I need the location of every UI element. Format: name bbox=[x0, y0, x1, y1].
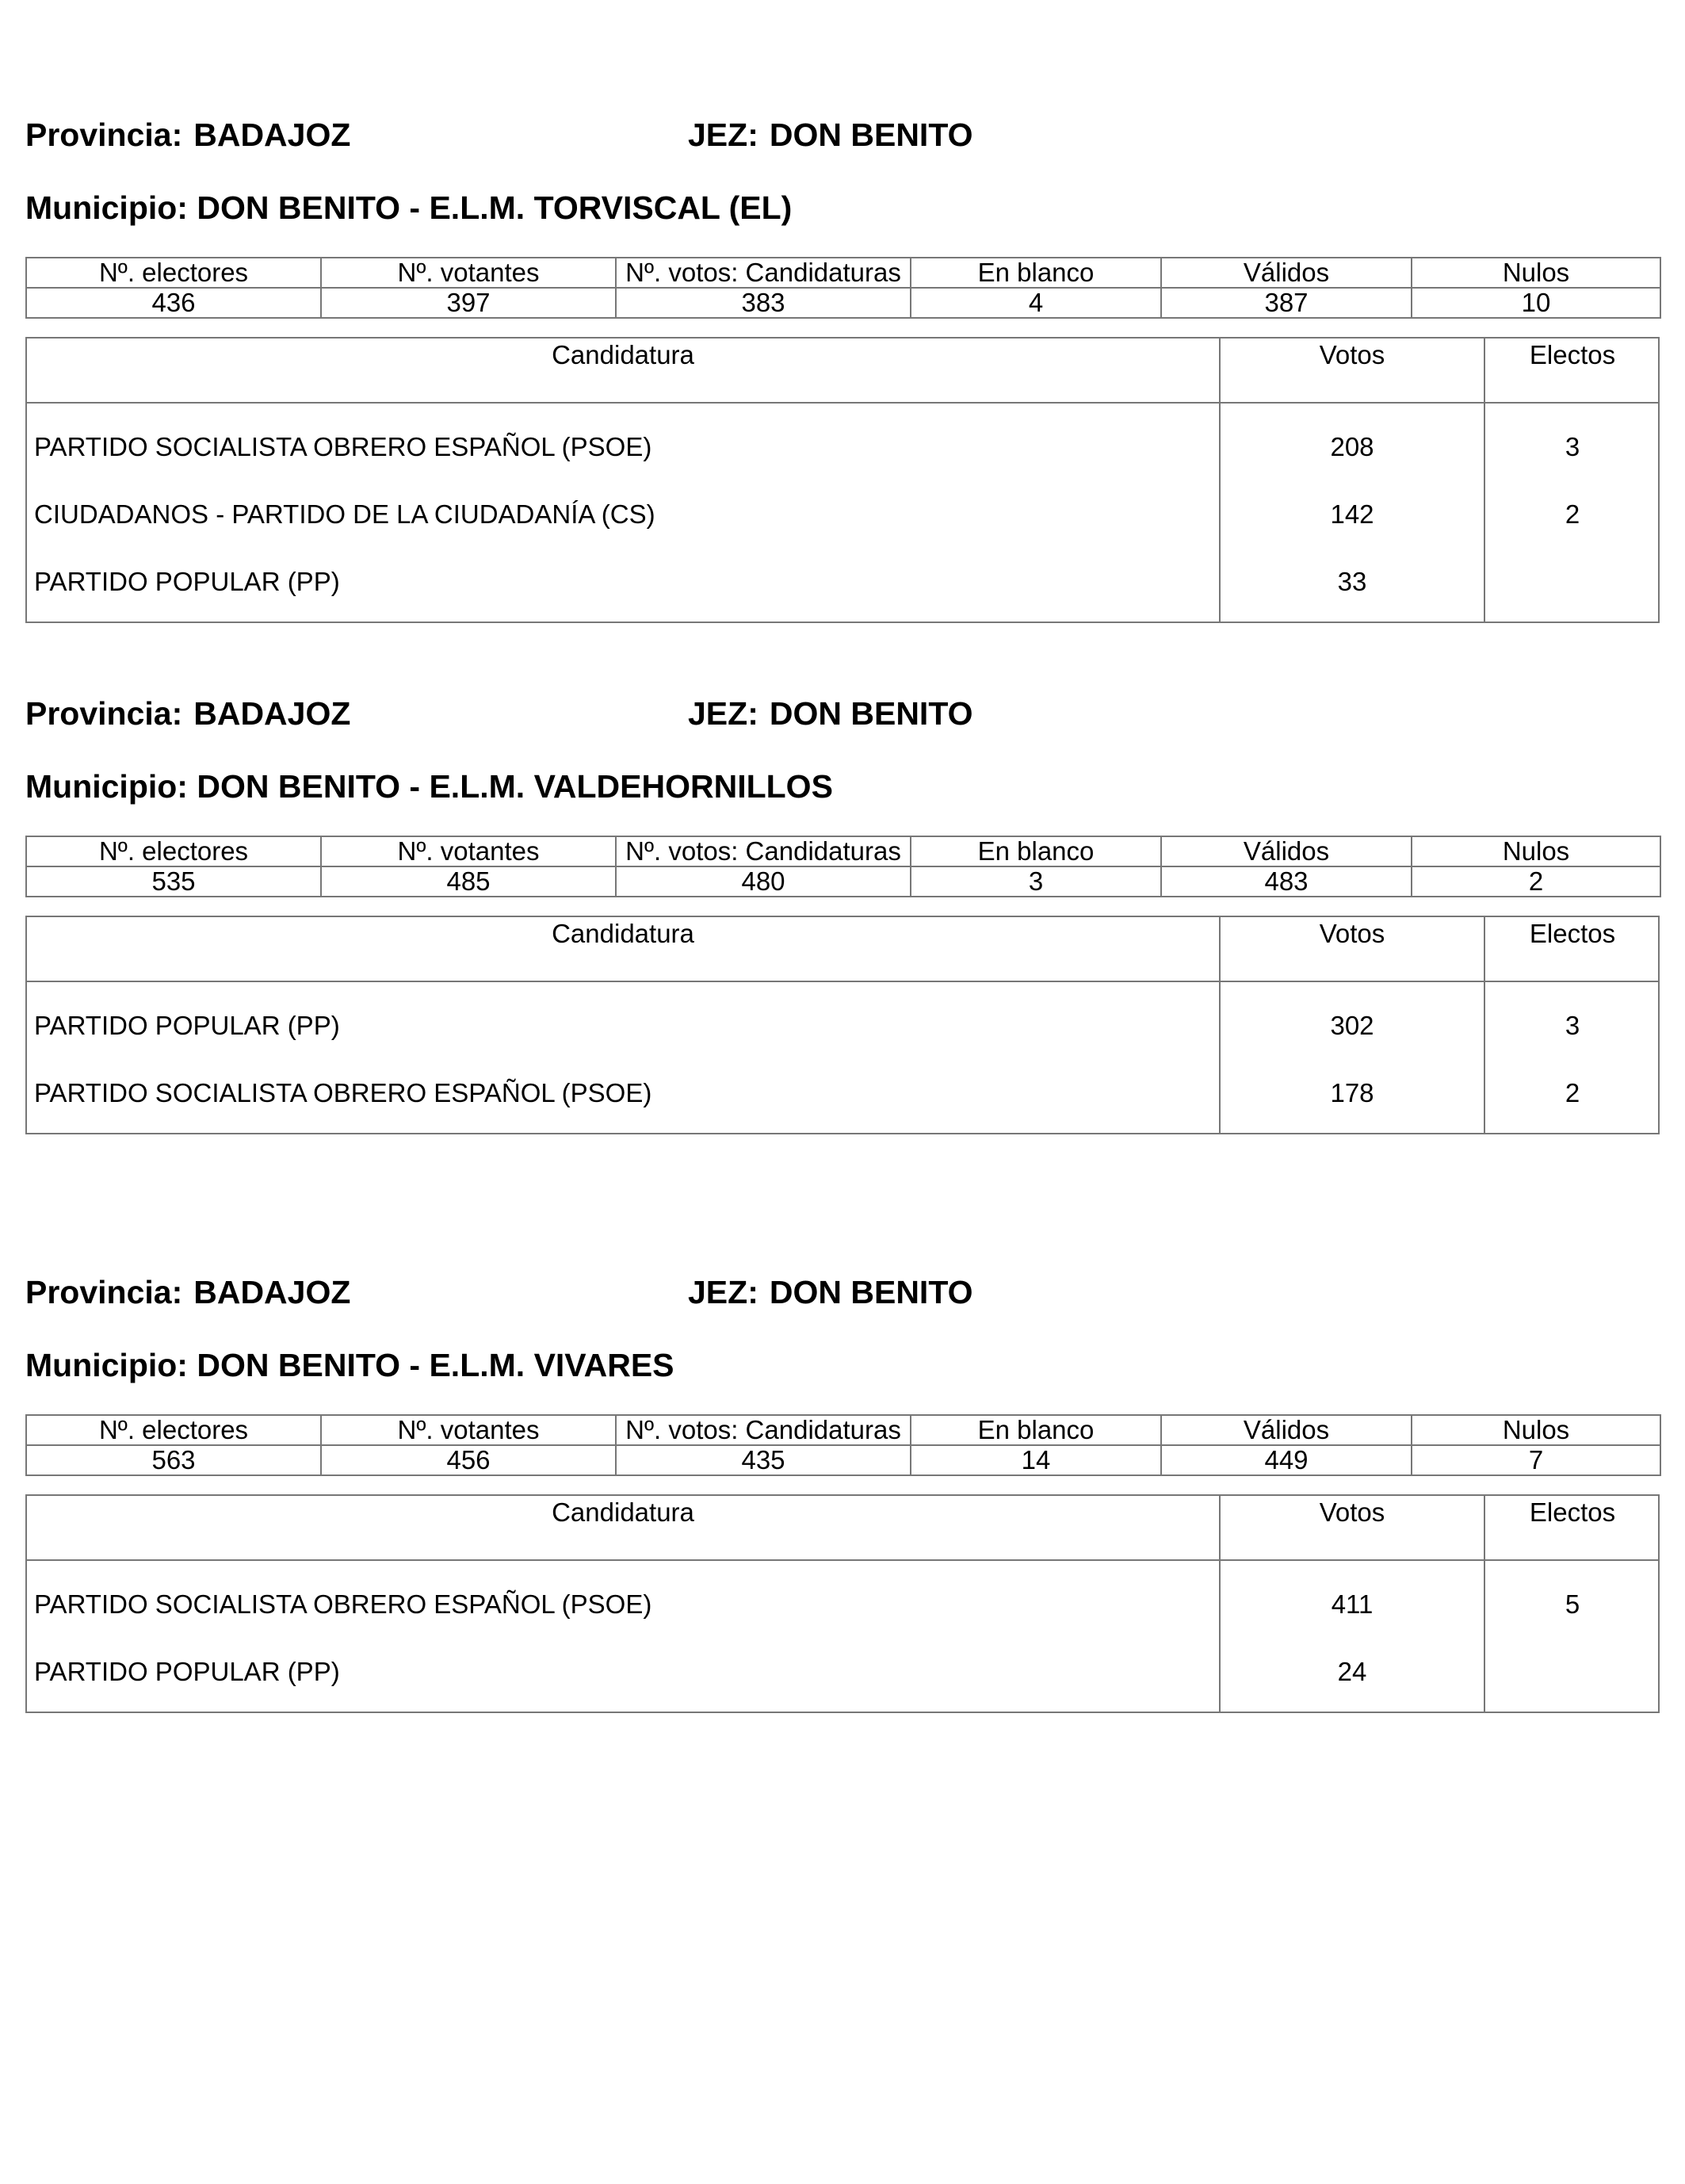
candidatura-electos: 2 bbox=[1565, 499, 1580, 529]
provincia-label: Provincia: bbox=[25, 695, 183, 732]
stats-header-votos-candidaturas: Nº. votos: Candidaturas bbox=[616, 836, 911, 866]
header-votos: Votos bbox=[1319, 1497, 1385, 1527]
stats-header-validos: Válidos bbox=[1161, 258, 1412, 288]
jez-heading bbox=[688, 694, 973, 732]
candidaturas-table bbox=[25, 337, 1660, 623]
stats-value-en-blanco: 4 bbox=[911, 288, 1161, 318]
stats-header-electores: Nº. electores bbox=[26, 836, 321, 866]
candidaturas-header bbox=[27, 1496, 1658, 1561]
candidatura-name: PARTIDO POPULAR (PP) bbox=[34, 1011, 340, 1040]
candidatura-name: CIUDADANOS - PARTIDO DE LA CIUDADANÍA (CS) bbox=[34, 499, 655, 529]
candidaturas-table bbox=[25, 916, 1660, 1134]
jez-label: JEZ: bbox=[688, 117, 758, 153]
header-votos: Votos bbox=[1319, 340, 1385, 369]
table-row bbox=[27, 1570, 1658, 1638]
stats-value-row bbox=[26, 288, 1660, 318]
candidaturas-body bbox=[27, 404, 1658, 622]
table-row bbox=[27, 548, 1658, 615]
provincia-label: Provincia: bbox=[25, 117, 183, 153]
provincia-heading bbox=[25, 1273, 350, 1311]
stats-value-nulos: 7 bbox=[1412, 1445, 1660, 1475]
provincia-value: BADAJOZ bbox=[193, 695, 351, 732]
stats-value-votantes: 397 bbox=[321, 288, 616, 318]
header-electos: Electos bbox=[1529, 1497, 1616, 1527]
stats-value-votantes: 485 bbox=[321, 866, 616, 897]
stats-table bbox=[25, 836, 1661, 897]
candidatura-votos: 178 bbox=[1330, 1078, 1374, 1107]
candidaturas-header bbox=[27, 339, 1658, 404]
candidatura-electos bbox=[1485, 548, 1660, 615]
stats-header-en-blanco: En blanco bbox=[911, 1415, 1161, 1445]
stats-table bbox=[25, 1414, 1661, 1476]
candidatura-name: PARTIDO POPULAR (PP) bbox=[34, 1657, 340, 1686]
municipio-heading bbox=[25, 1346, 674, 1384]
stats-value-votos-candidaturas: 383 bbox=[616, 288, 911, 318]
jez-value: DON BENITO bbox=[769, 1274, 973, 1310]
candidaturas-table bbox=[25, 1494, 1660, 1713]
candidatura-votos: 33 bbox=[1337, 567, 1367, 596]
municipio-value: DON BENITO - E.L.M. VALDEHORNILLOS bbox=[197, 768, 833, 805]
header-candidatura: Candidatura bbox=[552, 340, 694, 369]
candidatura-votos: 142 bbox=[1330, 499, 1374, 529]
table-row bbox=[27, 1638, 1658, 1705]
candidatura-electos: 5 bbox=[1565, 1589, 1580, 1619]
candidaturas-body bbox=[27, 1561, 1658, 1712]
stats-value-votantes: 456 bbox=[321, 1445, 616, 1475]
provincia-value: BADAJOZ bbox=[193, 117, 351, 153]
stats-header-nulos: Nulos bbox=[1412, 1415, 1660, 1445]
candidatura-votos: 302 bbox=[1330, 1011, 1374, 1040]
header-candidatura: Candidatura bbox=[552, 919, 694, 948]
table-row bbox=[27, 992, 1658, 1059]
municipio-heading bbox=[25, 767, 833, 805]
jez-label: JEZ: bbox=[688, 1274, 758, 1310]
stats-value-en-blanco: 3 bbox=[911, 866, 1161, 897]
stats-header-row bbox=[26, 1415, 1660, 1445]
candidaturas-body bbox=[27, 982, 1658, 1133]
municipio-value: DON BENITO - E.L.M. TORVISCAL (EL) bbox=[197, 189, 793, 226]
municipio-label: Municipio: bbox=[25, 768, 188, 805]
stats-header-electores: Nº. electores bbox=[26, 258, 321, 288]
header-candidatura: Candidatura bbox=[552, 1497, 694, 1527]
stats-value-nulos: 2 bbox=[1412, 866, 1660, 897]
stats-value-votos-candidaturas: 435 bbox=[616, 1445, 911, 1475]
municipio-heading bbox=[25, 189, 792, 227]
candidatura-votos: 24 bbox=[1337, 1657, 1367, 1686]
stats-value-row bbox=[26, 866, 1660, 897]
candidatura-name: PARTIDO SOCIALISTA OBRERO ESPAÑOL (PSOE) bbox=[34, 1078, 652, 1107]
candidatura-name: PARTIDO SOCIALISTA OBRERO ESPAÑOL (PSOE) bbox=[34, 1589, 652, 1619]
stats-header-en-blanco: En blanco bbox=[911, 836, 1161, 866]
provincia-value: BADAJOZ bbox=[193, 1274, 351, 1310]
jez-value: DON BENITO bbox=[769, 117, 973, 153]
stats-header-en-blanco: En blanco bbox=[911, 258, 1161, 288]
jez-heading bbox=[688, 116, 973, 154]
stats-header-votantes: Nº. votantes bbox=[321, 836, 616, 866]
stats-value-electores: 563 bbox=[26, 1445, 321, 1475]
stats-value-en-blanco: 14 bbox=[911, 1445, 1161, 1475]
municipio-value: DON BENITO - E.L.M. VIVARES bbox=[197, 1347, 674, 1383]
candidatura-votos: 411 bbox=[1331, 1589, 1374, 1619]
stats-header-votos-candidaturas: Nº. votos: Candidaturas bbox=[616, 1415, 911, 1445]
stats-value-electores: 436 bbox=[26, 288, 321, 318]
stats-header-validos: Válidos bbox=[1161, 836, 1412, 866]
stats-header-validos: Válidos bbox=[1161, 1415, 1412, 1445]
candidaturas-header bbox=[27, 917, 1658, 982]
stats-header-electores: Nº. electores bbox=[26, 1415, 321, 1445]
stats-value-validos: 449 bbox=[1161, 1445, 1412, 1475]
candidatura-electos bbox=[1485, 1638, 1660, 1705]
candidatura-electos: 3 bbox=[1565, 432, 1580, 461]
candidatura-votos: 208 bbox=[1330, 432, 1374, 461]
stats-value-nulos: 10 bbox=[1412, 288, 1660, 318]
candidatura-name: PARTIDO POPULAR (PP) bbox=[34, 567, 340, 596]
stats-value-validos: 483 bbox=[1161, 866, 1412, 897]
table-row bbox=[27, 413, 1658, 480]
candidatura-name: PARTIDO SOCIALISTA OBRERO ESPAÑOL (PSOE) bbox=[34, 432, 652, 461]
stats-header-nulos: Nulos bbox=[1412, 258, 1660, 288]
header-electos: Electos bbox=[1529, 919, 1616, 948]
municipio-label: Municipio: bbox=[25, 1347, 188, 1383]
header-electos: Electos bbox=[1529, 340, 1616, 369]
stats-table bbox=[25, 257, 1661, 319]
header-votos: Votos bbox=[1319, 919, 1385, 948]
jez-heading bbox=[688, 1273, 973, 1311]
jez-label: JEZ: bbox=[688, 695, 758, 732]
provincia-label: Provincia: bbox=[25, 1274, 183, 1310]
stats-value-electores: 535 bbox=[26, 866, 321, 897]
stats-header-votantes: Nº. votantes bbox=[321, 1415, 616, 1445]
jez-value: DON BENITO bbox=[769, 695, 973, 732]
stats-header-nulos: Nulos bbox=[1412, 836, 1660, 866]
stats-value-validos: 387 bbox=[1161, 288, 1412, 318]
candidatura-electos: 2 bbox=[1565, 1078, 1580, 1107]
table-row bbox=[27, 480, 1658, 548]
stats-header-row bbox=[26, 836, 1660, 866]
table-row bbox=[27, 1059, 1658, 1126]
candidatura-electos: 3 bbox=[1565, 1011, 1580, 1040]
stats-value-row bbox=[26, 1445, 1660, 1475]
provincia-heading bbox=[25, 116, 350, 154]
stats-header-votos-candidaturas: Nº. votos: Candidaturas bbox=[616, 258, 911, 288]
provincia-heading bbox=[25, 694, 350, 732]
municipio-label: Municipio: bbox=[25, 189, 188, 226]
stats-header-votantes: Nº. votantes bbox=[321, 258, 616, 288]
stats-header-row bbox=[26, 258, 1660, 288]
stats-value-votos-candidaturas: 480 bbox=[616, 866, 911, 897]
